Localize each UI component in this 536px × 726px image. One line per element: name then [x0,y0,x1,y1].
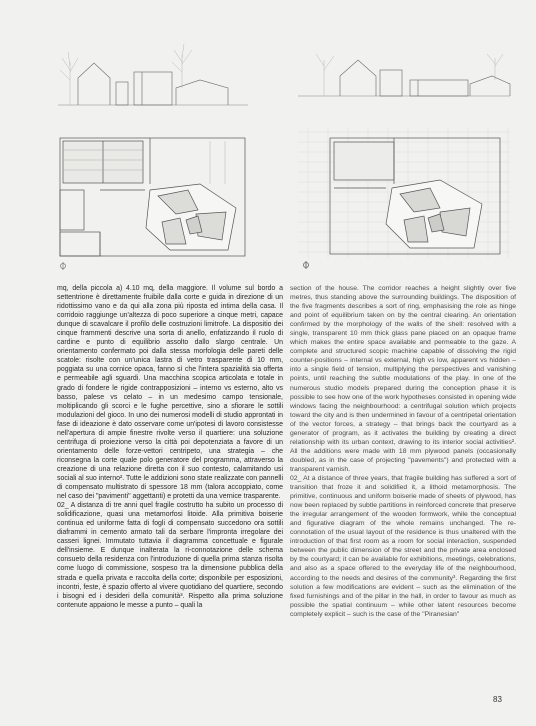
right-elevation-drawing [298,54,510,96]
italian-paragraph-2: 02_ A distanza di tre anni quel fragile costrutto ha subito un processo di solidificazione, quasi una metamorfosi litoide. Alla primitiva boiserie continua ed uniforme fatta di fogli di compensato succedono ora sottili diaframmi in cemento armato tali da serbare l'impronta irregolare dei casseri lignei. Immutato tuttavia il diagramma concettuale e figurale dell'insieme. E dunque inalterata la ri-connotazione delle schema consueto della residenza con l'introduzione di quella prima stanza risolta come luogo di commissione, sospeso tra la dimensione pubblica della strada e quella privata e raccolta della corte; disponibile per esposizioni, incontri, feste, è spazio offerto al vivere quotidiano del quartiere, secondo i bisogni ed i desideri della comunità³. Rispetto alla prima soluzione contenute appaiono le messe a punto – quali la [57,502,283,609]
page-number: 83 [493,695,502,704]
left-elevation-drawing [58,44,248,105]
italian-paragraph-1: mq, della piccola a) 4.10 mq, della maggiore. Il volume sul bordo a settentrione è direttamente fruibile dalla corte e guida in direzione di un ridottissimo vano e da qui alla zona più riposta ed intima della casa. Il corridoio raggiunge un'altezza di poco superiore a cinque metri, capace dunque di scavalcare il profilo delle costruzioni limitrofe. La dispositio dei cinque frammenti descrive una sorta di anello, enfatizzando il ruolo di cardine e punto di equilibrio assolto dallo slargo centrale. Un orientamento confermato poi dalla stessa morfologia delle pareti delle scatole: risolte con un'unica lastra di vetro trasparente di 10 mm, poggiata su una cornice opaca, fanno sì che l'intera spazialità sia offerta e permeabile agli sguardi. Una macchina scopica articolata e totale in grado di fondere le rigide contrapposizioni – interno vs esterno, alto vs basso, palese vs celato – in un medesimo campo tensionale, moltiplicando gli scorci e le fughe percettive, sino a sfiorare le sottili modulazioni del gioco. In uno dei numerosi modelli di studio approntati in fase di ideazione è dato osservare come un'ipotesi di lavoro consistesse nell'apertura di ampie finestre rivolte verso il quartiere: una soluzione centrifuga di proiezione verso la città poi depotenziata a favore di un orientamento delle forze-vettori centripeto, una strategia – che riconsegna la corte quale polo generatore del programma, attraverso la creazione di una relazione diretta con il suo contesto, calamitando usi sociali al suo interno². Tutte le addizioni sono state realizzate con pannelli di compensato multistrato di spessore 18 mm (talora accoppiato, come nel caso dei "pavimenti" aggettanti) e protetti da una vernice trasparente. [57,285,283,501]
right-floor-plan [298,128,510,269]
english-paragraph-2: 02_ At a distance of three years, that fragile building has suffered a sort of transition that froze it and solidified it, a lithoid metamorphosis. The primitive, continuous and uniform boiserie made of sheets of plywood, has now been replaced by subtle partitions in reinforced concrete that preserve the irregular arrangement of the wooden formwork, while the conceptual and figurative diagram of the whole remains unchanged. The re-connotation of the usual layout of the residence is thus unaltered with the introduction of that first room as a room for social interaction, suspended between the public dimension of the street and the private area enclosed by the courtyard; it can be available for exhibitions, meetings, celebrations, and also as a space offered to the everyday life of the neighbourhood, according to the needs and desires of the community³. Regarding the first solution a few modifications are evident – such as the elimination of the fixed furnishings and of the pillar in the hall, in order to favour as much as possible the spatial continuum – while other latent resources become completely explicit – such is the case of the "Piranesian" [290,474,516,618]
architectural-drawings [0,0,536,280]
italian-text-column [57,284,283,610]
left-floor-plan [60,138,245,270]
english-paragraph-1: section of the house. The corridor reaches a height slightly over five metres, thus standing above the surrounding buildings. The disposition of the five fragments describes a sort of ring, emphasising the role as hinge and point of equilibrium taken on by the central clearing. An orientation confirmed by the morphology of the walls of the shell: resolved with a single, transparent 10 mm thick glass pane placed on an opaque frame which makes the entire space available and permeable to the gaze. A complete and structured scopic machine capable of dissolving the rigid counter-positions – internal vs external, high vs low, apparent vs hidden – into a single field of tension, multiplying the perspectives and vanishing points, until reaching the subtle modulations of the play. In one of the numerous studio models prepared during the conception phase it is possible to see how one of the work hypotheses consisted in opening wide windows facing the neighbourhood: a centrifugal solution which projects toward the city and is then undermined in favour of a centripetal orientation of the vector forces, a strategy – that brings back the courtyard as a generator of program, as it activates the building by creating a direct relationship with its urban context, drawing to its interior social activities². All the additions were made with 18 mm plywood panels (occasionally doubled, as in the case of projecting "pavements") and protected with a transparent varnish. [290,285,516,473]
english-text-column [290,284,516,619]
